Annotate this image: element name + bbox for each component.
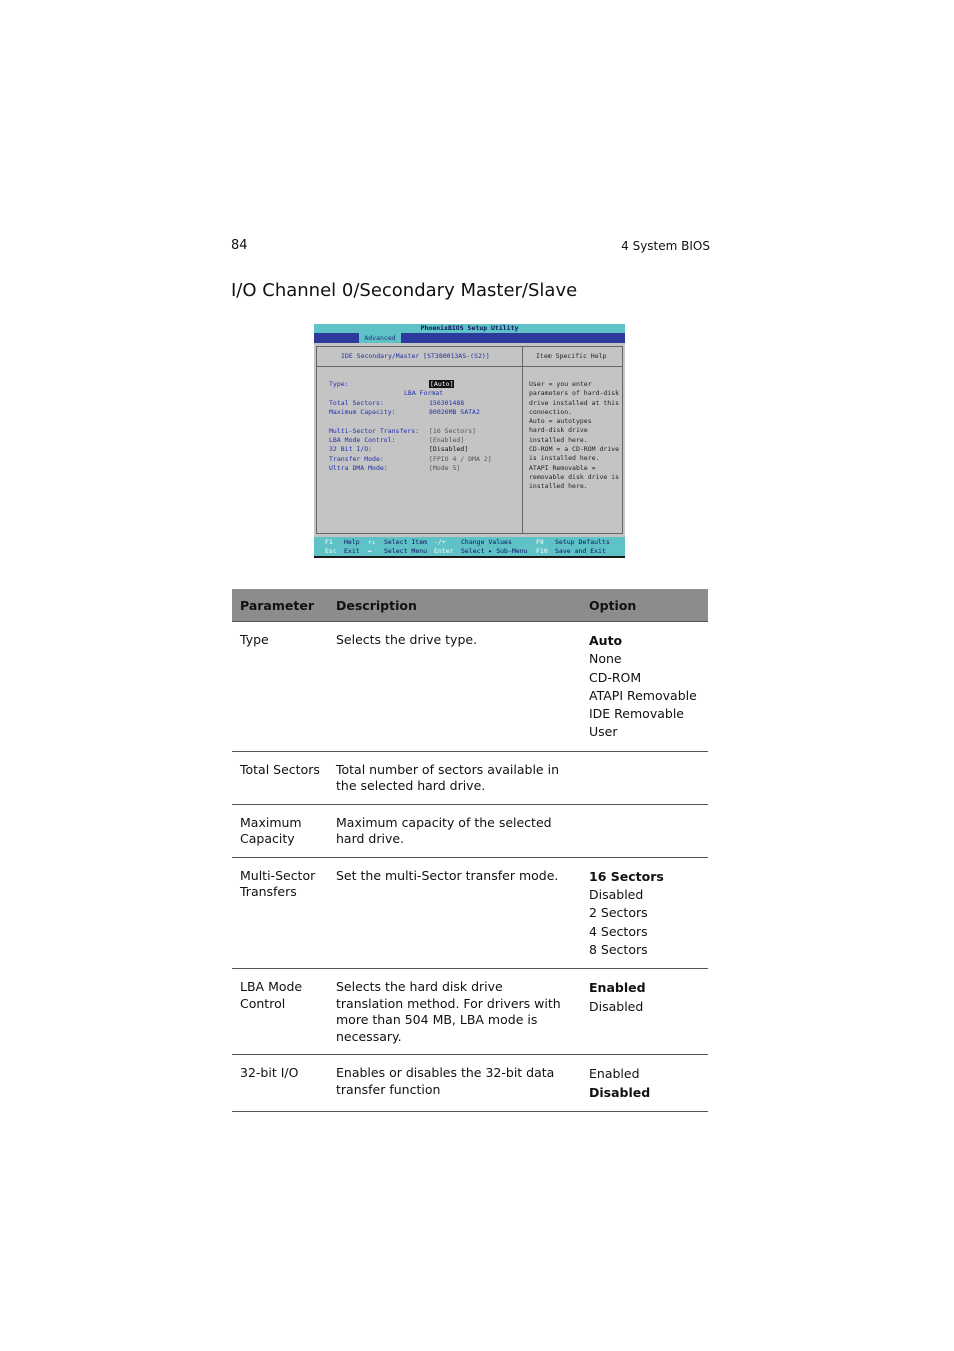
- header-option: Option: [581, 589, 708, 622]
- option-cell: [581, 804, 708, 857]
- option-value: 4 Sectors: [589, 923, 648, 939]
- parameter-cell: Type: [232, 622, 328, 752]
- table-row: [232, 751, 708, 804]
- option-value: 8 Sectors: [589, 941, 648, 957]
- bios-field-value[interactable]: [FPIO 4 / DMA 2]: [429, 455, 492, 463]
- bios-screenshot: [314, 324, 625, 558]
- bios-footer-key: F9: [536, 538, 544, 546]
- description-cell: Selects the hard disk drive translation method. For drivers with more than 504 MB, LBA mode is necessary.: [328, 969, 581, 1055]
- bios-field-value[interactable]: LBA Format: [404, 389, 444, 397]
- bios-help-line: User = you enter: [529, 380, 592, 388]
- description-cell: Set the multi-Sector transfer mode.: [328, 857, 581, 968]
- bios-footer-desc: Help: [344, 538, 360, 546]
- bios-footer-key: Enter: [434, 547, 454, 555]
- option-cell: [581, 1055, 708, 1112]
- chapter-title: 4 System BIOS: [621, 239, 710, 253]
- bios-menubar: [314, 333, 625, 343]
- bios-footer-desc: Exit: [344, 547, 360, 555]
- bios-footer-key: ↑↓: [368, 538, 376, 546]
- bios-tab-advanced: Advanced: [359, 333, 401, 343]
- description-cell: Maximum capacity of the selected hard drive.: [328, 804, 581, 857]
- bios-footer-border: [314, 556, 625, 558]
- header-parameter: Parameter: [232, 589, 328, 622]
- parameter-table: [232, 589, 708, 1112]
- bios-help-line: installed here.: [529, 482, 588, 491]
- bios-field-value[interactable]: [16 Sectors]: [429, 427, 476, 435]
- bios-footer-desc: Change Values: [461, 538, 512, 546]
- bios-field-value[interactable]: [Disabled]: [429, 445, 469, 453]
- option-default: Enabled: [589, 980, 646, 996]
- parameter-cell: LBA Mode Control: [232, 969, 328, 1055]
- parameter-cell: Total Sectors: [232, 751, 328, 804]
- table-row: [232, 622, 708, 752]
- option-value: ATAPI Removable: [589, 687, 697, 703]
- bios-help-line: installed here.: [529, 435, 588, 444]
- option-cell: [581, 751, 708, 804]
- option-value: CD-ROM: [589, 669, 642, 685]
- option-value: User: [589, 724, 618, 740]
- bios-field-label: Total Sectors:: [329, 399, 384, 407]
- bios-footer: [314, 537, 625, 556]
- parameter-cell: Multi-Sector Transfers: [232, 857, 328, 968]
- option-cell: [581, 622, 708, 752]
- bios-field-label: Ultra DMA Mode:: [329, 464, 388, 472]
- bios-footer-key: F1: [325, 538, 333, 546]
- option-default: 16 Sectors: [589, 868, 664, 884]
- bios-footer-desc: Select Item: [384, 538, 428, 546]
- table-row: [232, 1055, 708, 1112]
- bios-footer-key: ↔: [368, 547, 372, 555]
- bios-field-label: Type:: [329, 380, 349, 388]
- bios-help-header: Item Specific Help: [536, 352, 607, 360]
- bios-field-label: Transfer Mode:: [329, 455, 384, 463]
- bios-footer-desc: Select Menu: [384, 547, 428, 555]
- bios-footer-key: -/+: [434, 538, 446, 546]
- bios-divider: [316, 366, 623, 367]
- table-row: [232, 969, 708, 1055]
- description-cell: Enables or disables the 32-bit data transfer function: [328, 1055, 581, 1112]
- bios-footer-key: F10: [536, 547, 548, 555]
- option-default: Auto: [589, 633, 623, 648]
- header-description: Description: [328, 589, 581, 622]
- bios-footer-desc: Select ▸ Sub-Menu: [461, 547, 528, 555]
- bios-help-line: removable disk drive is: [529, 472, 620, 481]
- bios-footer-key: Esc: [325, 547, 337, 555]
- option-cell: [581, 857, 708, 968]
- table-row: [232, 804, 708, 857]
- bios-field-value[interactable]: 156301488: [429, 399, 465, 407]
- bios-field-label: Multi-Sector Transfers:: [329, 427, 420, 435]
- bios-title: PhoenixBIOS Setup Utility: [314, 324, 625, 333]
- parameter-cell: 32-bit I/O: [232, 1055, 328, 1112]
- description-cell: Total number of sectors available in the selected hard drive.: [328, 751, 581, 804]
- bios-help-line: ATAPI Removable =: [529, 463, 596, 472]
- option-default: Disabled: [589, 1084, 651, 1100]
- bios-panel-header: IDE Secondary/Master [ST380013AS-(S2)]: [341, 352, 490, 360]
- bios-field-value[interactable]: [Mode 5]: [429, 464, 461, 472]
- bios-field-value[interactable]: [Enabled]: [429, 436, 465, 444]
- bios-field-label: LBA Mode Control:: [329, 436, 396, 444]
- page-number: 84: [231, 238, 248, 253]
- bios-field-label: Maximum Capacity:: [329, 408, 396, 416]
- bios-help-line: drive installed at this: [529, 398, 620, 407]
- option-value: IDE Removable: [589, 706, 684, 722]
- option-value: None: [589, 651, 622, 667]
- description-cell: Selects the drive type.: [328, 622, 581, 752]
- bios-help-text: [529, 380, 622, 492]
- parameter-cell: Maximum Capacity: [232, 804, 328, 857]
- bios-help-line: connection.: [529, 407, 573, 416]
- option-cell: [581, 969, 708, 1055]
- option-value: Disabled: [589, 998, 644, 1014]
- bios-divider: [522, 346, 523, 534]
- table-row: [232, 857, 708, 968]
- bios-footer-desc: Save and Exit: [555, 547, 606, 555]
- bios-help-line: Auto = autotypes: [529, 417, 592, 426]
- bios-field-value[interactable]: [Auto]: [430, 380, 454, 388]
- bios-field-label: 32 Bit I/O:: [329, 445, 373, 453]
- bios-footer-desc: Setup Defaults: [555, 538, 610, 546]
- section-title: I/O Channel 0/Secondary Master/Slave: [231, 280, 578, 301]
- bios-help-line: CD-ROM = a CD-ROM drive: [529, 445, 620, 454]
- option-value: Disabled: [589, 887, 644, 903]
- bios-help-line: hard-disk drive: [529, 426, 588, 435]
- table-header-row: [232, 589, 708, 622]
- option-value: 2 Sectors: [589, 905, 648, 921]
- bios-help-line: parameters of hard-disk: [529, 389, 620, 398]
- bios-help-line: is installed here.: [529, 454, 600, 463]
- option-value: Enabled: [589, 1066, 640, 1082]
- bios-field-value[interactable]: 80026MB SATA2: [429, 408, 480, 416]
